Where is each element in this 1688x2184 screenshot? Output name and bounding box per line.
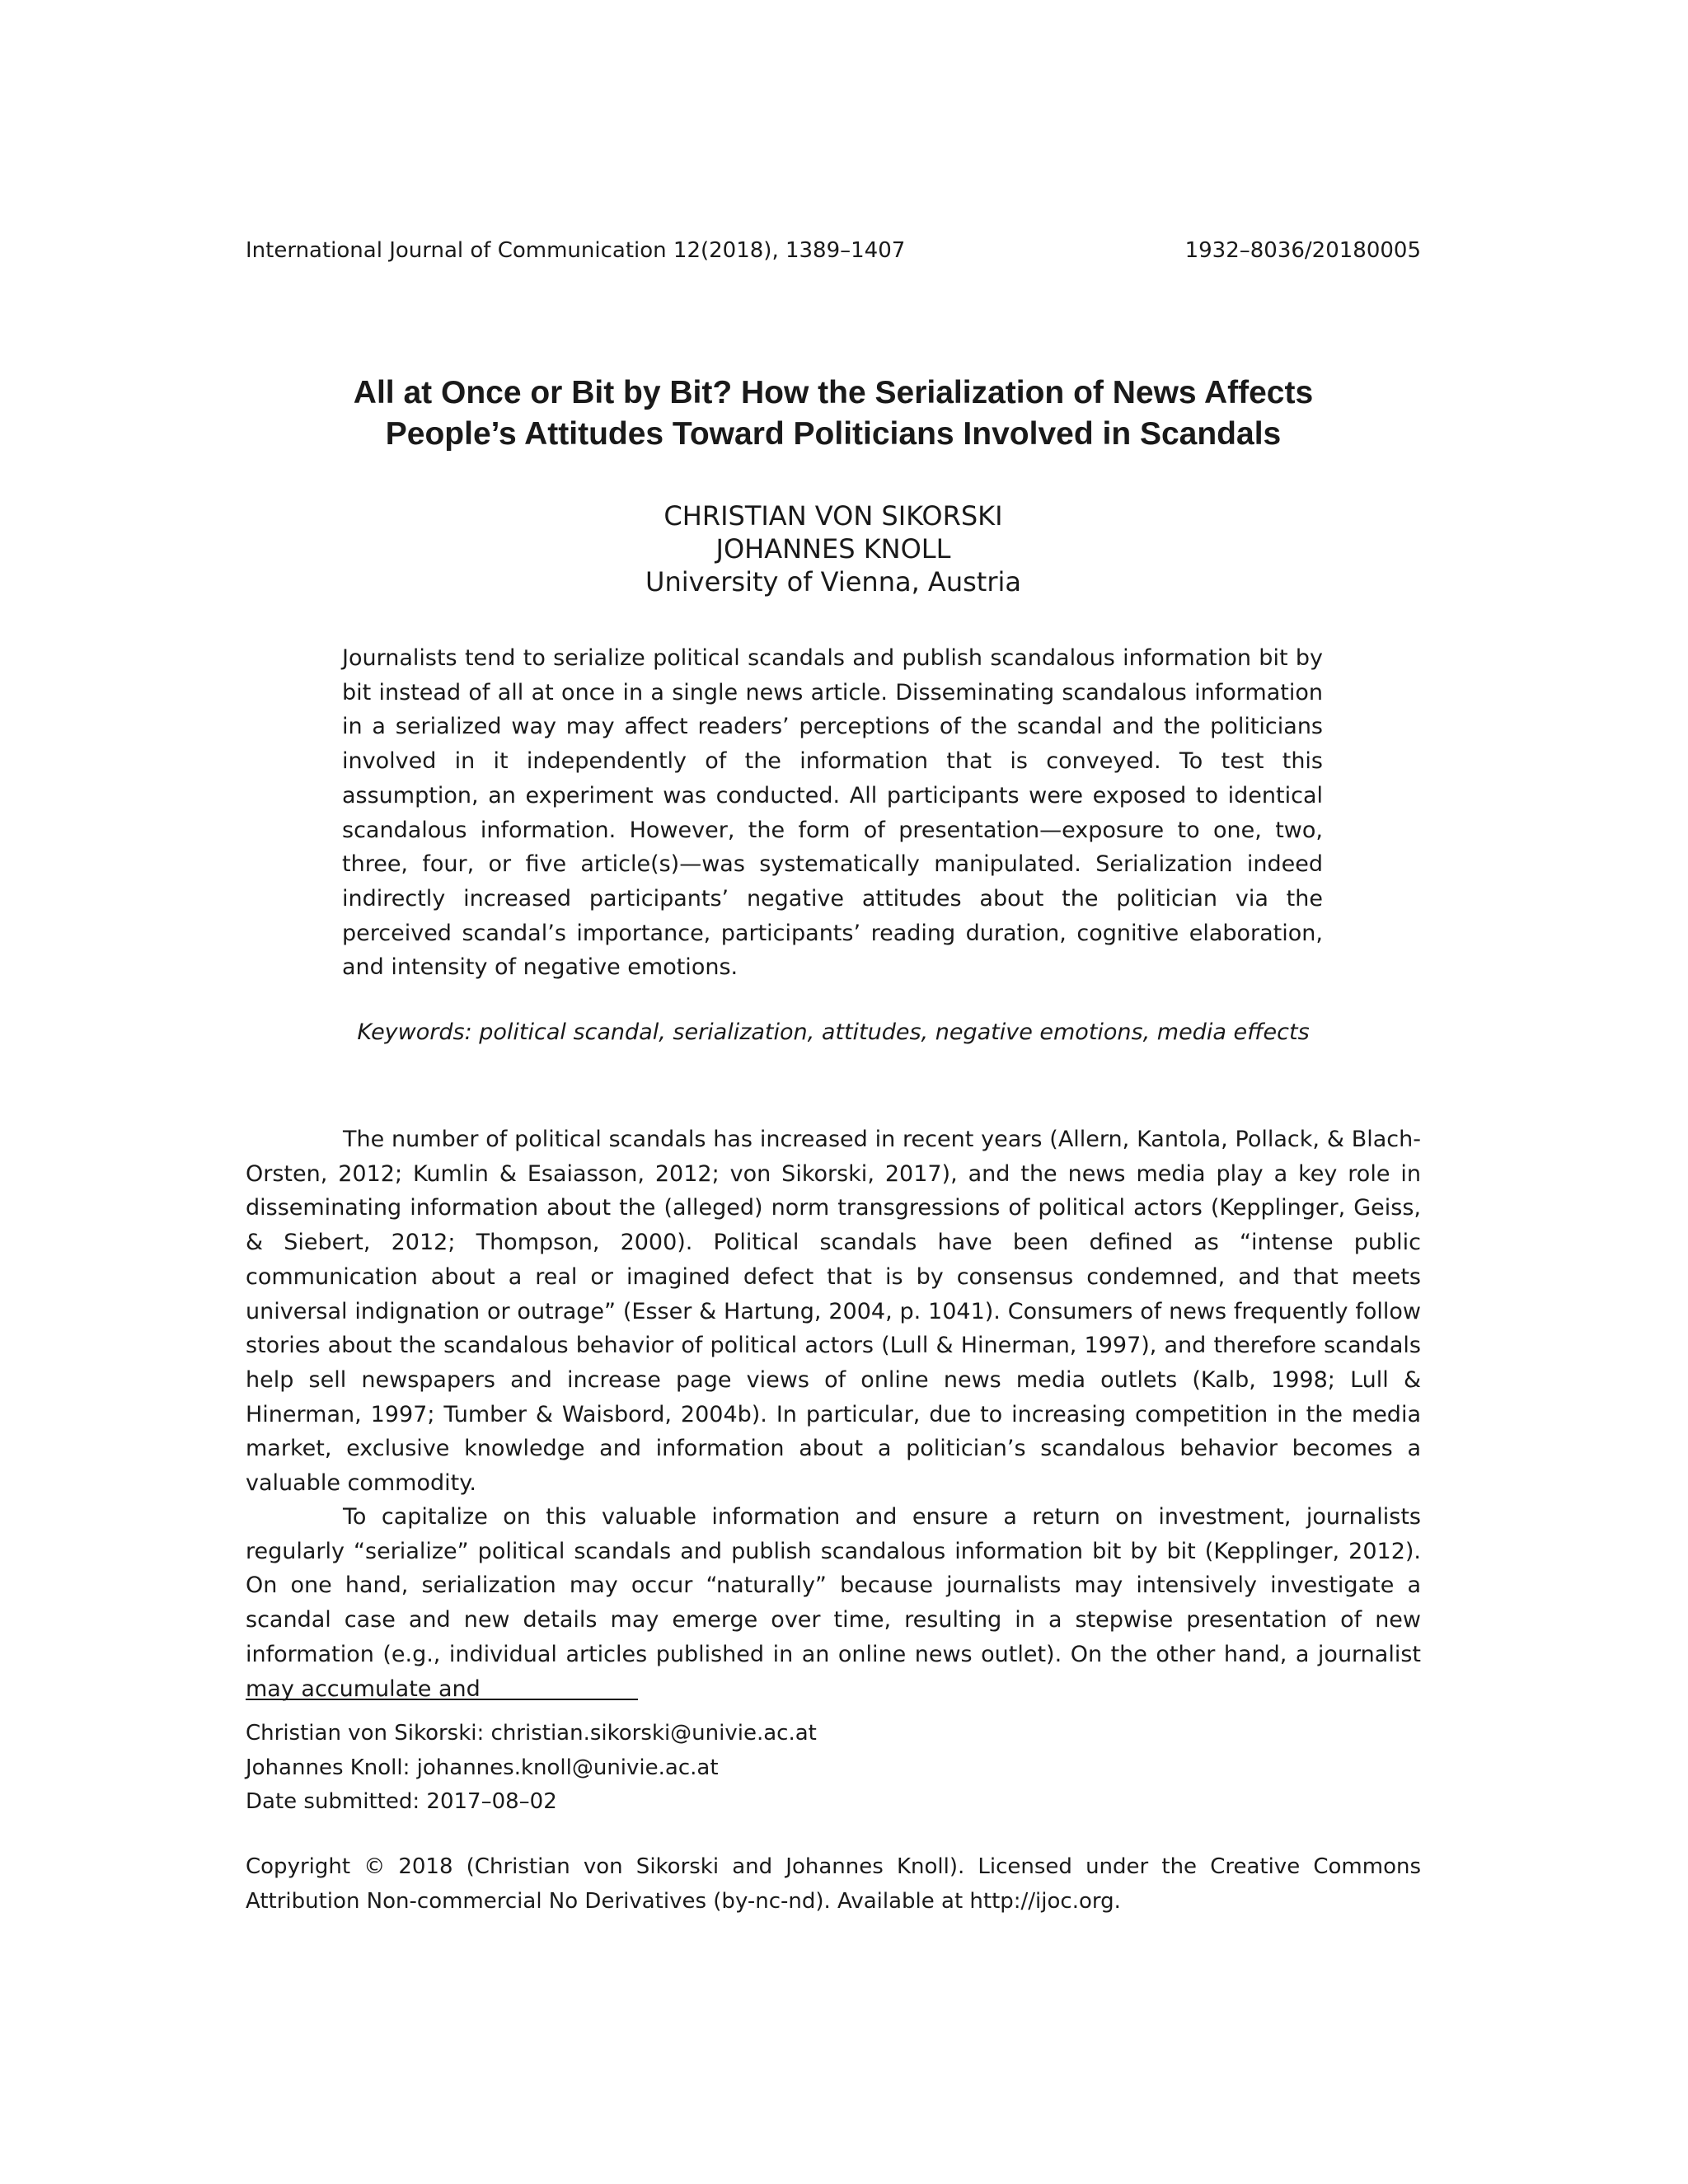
- issn: 1932–8036/20180005: [1184, 238, 1421, 263]
- footnote-contact-2: Johannes Knoll: johannes.knoll@univie.ac.at: [246, 1755, 719, 1780]
- running-head: [246, 237, 1421, 265]
- copyright-notice: [246, 1850, 1421, 1919]
- journal-citation: International Journal of Communication 12(2018), 1389–1407: [246, 238, 906, 263]
- keywords: Keywords: political scandal, serialization, attitudes, negative emotions, media effects: [357, 1019, 1310, 1045]
- footnote-contact-1: Christian von Sikorski: christian.sikorski@univie.ac.at: [246, 1721, 817, 1746]
- footnotes: [246, 1717, 1421, 1820]
- body-section-1: [246, 1122, 1421, 1501]
- abstract: [342, 641, 1323, 985]
- body-section-2: [246, 1500, 1421, 1706]
- abstract-text: Journalists tend to serialize political scandals and publish scandalous information bit by bit instead of all at once in a single news article. Disseminating scandalous information in a serialized way may affect readers’ perceptions of the scandal and the politicians involved in it independently of the information that is conveyed. To test this assumption, an experiment was conducted. All participants were exposed to identical scandalous information. However, the form of presentation—exposure to one, two, three, four, or five article(s)—was systematically manipulated. Serialization indeed indirectly increased participants’ negative attitudes about the politician via the perceived scandal’s importance, participants’ reading duration, cognitive elaboration, and intensity of negative emotions.: [342, 645, 1323, 981]
- title-line-2: People’s Attitudes Toward Politicians Involved in Scandals: [385, 416, 1282, 452]
- affiliation: University of Vienna, Austria: [645, 566, 1021, 598]
- body-paragraph-2: To capitalize on this valuable information and ensure a return on investment, journalists regularly “serialize” political scandals and publish scandalous information bit by bit (Kepplinger, 2012). On one hand, serialization may occur “naturally” because journalists may intensively investigate a scandal case and new details may emerge over time, resulting in a stepwise presentation of new information (e.g., individual articles published in an online news outlet). On the other hand, a journalist may accumulate and: [246, 1504, 1421, 1702]
- paper-title: [246, 373, 1421, 455]
- author-block: [246, 499, 1421, 598]
- body-paragraph-1: The number of political scandals has increased in recent years (Allern, Kantola, Pollack, & Blach-Orsten, 2012; Kumlin & Esaiasson, 2012; von Sikorski, 2017), and the news media play a key role in disseminating information about the (alleged) norm transgressions of political actors (Kepplinger, Geiss, & Siebert, 2012; Thompson, 2000). Political scandals have been defined as “intense public communication about a real or imagined defect that is by consensus condemned, and that meets universal indignation or outrage” (Esser & Hartung, 2004, p. 1041). Consumers of news frequently follow stories about the scandalous behavior of political actors (Lull & Hinerman, 1997), and therefore scandals help sell newspapers and increase page views of online news media outlets (Kalb, 1998; Lull & Hinerman, 1997; Tumber & Waisbord, 2004b). In particular, due to increasing competition in the media market, exclusive knowledge and information about a politician’s scandalous behavior becomes a valuable commodity.: [246, 1127, 1421, 1497]
- author-name-2: JOHANNES KNOLL: [715, 533, 951, 565]
- author-name-1: CHRISTIAN VON SIKORSKI: [663, 500, 1003, 532]
- title-line-1: All at Once or Bit by Bit? How the Serialization of News Affects: [353, 375, 1314, 410]
- footnote-date-submitted: Date submitted: 2017–08–02: [246, 1789, 557, 1815]
- copyright-text: Copyright © 2018 (Christian von Sikorski and Johannes Knoll). Licensed under the Creative Commons Attribution Non-commercial No Derivatives (by-nc-nd). Available at http://ijoc.org.: [246, 1854, 1421, 1914]
- footnote-divider: [246, 1699, 638, 1700]
